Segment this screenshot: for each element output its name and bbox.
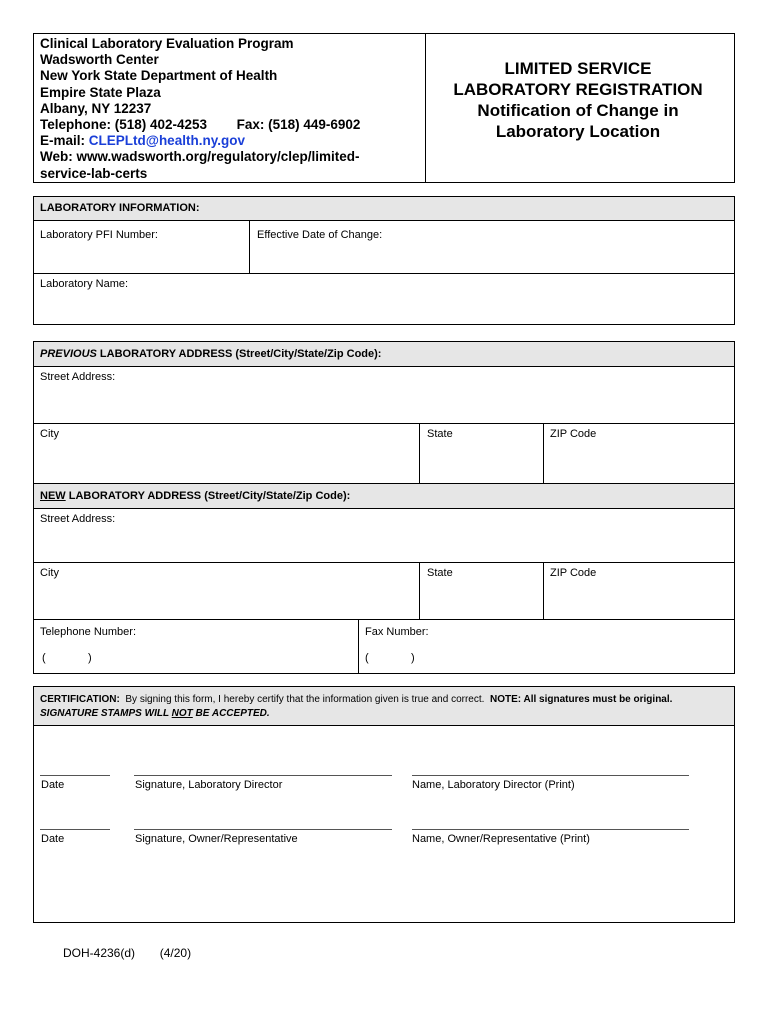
previous-emphasis: PREVIOUS [40,348,97,360]
contact-block [40,36,360,182]
date-line[interactable] [40,775,110,776]
previous-zip-label: ZIP Code [550,428,597,440]
contact-line: New York State Department of Health [40,68,278,84]
telephone-area-close: ) [88,652,92,664]
web-line-continued[interactable]: service-lab-certs [40,165,148,181]
lab-name-label: Laboratory Name: [40,278,129,290]
title-line: Laboratory Location [495,122,661,141]
new-address-title [40,490,350,503]
new-city-label: City [40,567,59,579]
form-revision: (4/20) [159,946,192,960]
lab-name-field[interactable] [34,274,734,324]
title-line: LIMITED SERVICE [504,59,652,78]
form-footer [63,946,191,960]
name-director-label: Name, Laboratory Director (Print) [412,779,575,791]
contact-line: Empire State Plaza [40,84,161,100]
form-number: DOH-4236(d) [63,946,136,960]
certification-note: NOTE: All signatures must be original. [489,694,673,705]
fax-number-label: Fax Number: [365,626,429,638]
new-street-label: Street Address: [40,513,116,525]
stamps-post: BE ACCEPTED. [192,708,270,719]
email-link[interactable]: CLEPLtd@health.ny.gov [88,133,245,149]
effective-date-label: Effective Date of Change: [257,229,383,241]
email-line [40,133,360,149]
contact-line: Albany, NY 12237 [40,100,152,116]
web-line[interactable]: Web: www.wadsworth.org/regulatory/clep/limited- [40,149,360,165]
previous-city-label: City [40,428,59,440]
form-title [428,58,728,142]
signature-line[interactable] [134,775,392,776]
contact-line: Clinical Laboratory Evaluation Program [40,36,294,51]
email-label: E-mail: [40,133,86,149]
certification-text: By signing this form, I hereby certify that the information given is true and correct. [119,694,490,705]
name-line[interactable] [412,829,689,830]
certification-line-1 [40,693,672,707]
new-emphasis: NEW [40,490,66,502]
phone-fax-line [40,117,360,133]
signature-owner-label: Signature, Owner/Representative [135,833,298,845]
signature-director-label: Signature, Laboratory Director [135,779,283,791]
new-street-field[interactable] [34,509,734,561]
name-line[interactable] [412,775,689,776]
stamps-pre: SIGNATURE STAMPS WILL [40,708,172,719]
fax-text: Fax: (518) 449-6902 [236,117,361,133]
telephone-text: Telephone: (518) 402-4253 [40,117,208,133]
telephone-number-label: Telephone Number: [40,626,137,638]
certification-label: CERTIFICATION: [40,694,120,705]
telephone-area-open: ( [42,652,46,664]
new-city-field[interactable] [34,563,418,618]
certification-line-2 [40,707,672,721]
divider [33,725,735,726]
contact-line: Wadsworth Center [40,52,159,68]
new-title-rest: LABORATORY ADDRESS (Street/City/State/Zip Code): [65,490,351,502]
title-line: LABORATORY REGISTRATION [453,80,703,99]
date-line[interactable] [40,829,110,830]
signature-line[interactable] [134,829,392,830]
previous-street-label: Street Address: [40,371,116,383]
previous-address-title [40,348,381,361]
previous-street-field[interactable] [34,367,734,422]
lab-info-title: LABORATORY INFORMATION: [40,202,200,214]
new-state-label: State [427,567,453,579]
date-label: Date [41,833,65,845]
previous-title-rest: LABORATORY ADDRESS (Street/City/State/Zip Code): [96,348,382,360]
previous-city-field[interactable] [34,424,418,482]
pfi-number-label: Laboratory PFI Number: [40,229,158,241]
fax-area-open: ( [365,652,369,664]
date-label: Date [41,779,65,791]
stamps-not: NOT [171,708,193,719]
certification-statement [40,693,672,721]
name-owner-label: Name, Owner/Representative (Print) [412,833,590,845]
header-divider [425,33,426,183]
new-zip-label: ZIP Code [550,567,597,579]
previous-state-label: State [427,428,453,440]
title-line: Notification of Change in [477,101,679,120]
fax-area-close: ) [411,652,415,664]
